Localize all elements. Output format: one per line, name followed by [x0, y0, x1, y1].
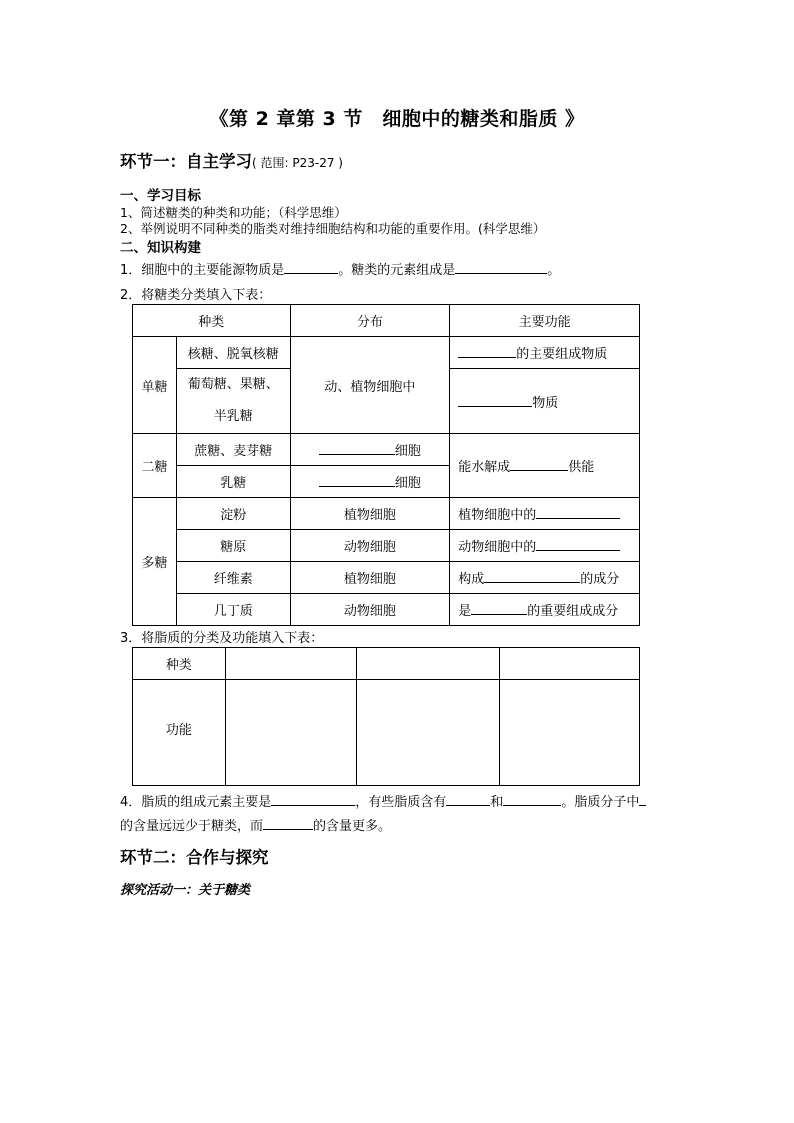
poly-func-blank-3[interactable] — [484, 570, 580, 583]
poly-func-3-post: 的成分 — [580, 572, 620, 587]
mono-row-1: 核糖、脱氧核糖 — [176, 337, 290, 369]
poly-func-blank-2[interactable] — [536, 538, 620, 551]
di-dist-blank-1[interactable] — [319, 442, 395, 455]
lipid-function-cell-1[interactable] — [225, 680, 356, 786]
poly-name-2: 糖原 — [176, 530, 290, 562]
poly-name-4: 几丁质 — [176, 594, 290, 626]
lipid-type-cell-3[interactable] — [500, 648, 640, 680]
q4-blank-1[interactable] — [271, 793, 355, 806]
q1-text-a: 1．细胞中的主要能源物质是 — [120, 263, 285, 278]
question-2: 2．将糖类分类填入下表： — [120, 288, 272, 303]
document-title: 《第 2 章第 3 节 细胞中的糖类和脂质 》 — [209, 108, 585, 130]
goals-heading: 一、学习目标 — [120, 188, 201, 204]
poly-dist-3: 植物细胞 — [290, 562, 450, 594]
q1-text-c: 。 — [547, 263, 561, 278]
poly-func-4 — [450, 594, 640, 626]
poly-dist-4: 动物细胞 — [290, 594, 450, 626]
poly-name-1: 淀粉 — [176, 498, 290, 530]
di-dist-text-1: 细胞 — [394, 444, 421, 459]
poly-type: 多糖 — [133, 498, 177, 626]
question-1 — [120, 259, 560, 278]
poly-name-3: 纤维素 — [176, 562, 290, 594]
mono-row-2-line-2: 半乳糖 — [213, 409, 253, 424]
section1-heading — [120, 148, 343, 172]
question-4-line-2 — [120, 815, 391, 834]
q4-text-b: ，有些脂质含有 — [355, 795, 447, 810]
lipid-type-cell-1[interactable] — [225, 648, 356, 680]
poly-func-3-pre: 构成 — [458, 572, 485, 587]
di-type: 二糖 — [133, 434, 177, 498]
poly-func-1 — [450, 498, 640, 530]
lipid-type-cell-2[interactable] — [356, 648, 500, 680]
section1-title: 环节一：自主学习 — [120, 152, 252, 171]
activity-1-heading: 探究活动一：关于糖类 — [120, 883, 251, 898]
di-dist-blank-2[interactable] — [319, 474, 395, 487]
lipid-function-cell-3[interactable] — [500, 680, 640, 786]
di-function — [450, 434, 640, 498]
q4-text-c: 和 — [490, 795, 504, 810]
di-distribution-1 — [290, 434, 450, 466]
poly-func-2 — [450, 530, 640, 562]
poly-dist-1: 植物细胞 — [290, 498, 450, 530]
q4-blank-4[interactable] — [639, 793, 646, 806]
mono-func-text-2: 物质 — [532, 395, 559, 411]
lipid-table — [132, 647, 640, 786]
q4-text-e: 的含量远远少于糖类，而 — [120, 819, 264, 834]
mono-type: 单糖 — [133, 337, 177, 434]
lipid-type-label: 种类 — [133, 648, 226, 680]
section2-heading: 环节二：合作与探究 — [120, 848, 269, 867]
poly-func-3 — [450, 562, 640, 594]
q1-blank-1[interactable] — [284, 261, 338, 274]
di-row-2: 乳糖 — [176, 466, 290, 498]
di-distribution-2 — [290, 466, 450, 498]
goal-item-2: 2、举例说明不同种类的脂类对维持细胞结构和功能的重要作用。(科学思维） — [120, 221, 546, 236]
poly-func-4-post: 的重要组成成分 — [527, 604, 619, 619]
di-func-post: 供能 — [568, 460, 595, 475]
poly-func-2-pre: 动物细胞中的 — [458, 540, 537, 555]
q4-text-d: 。脂质分子中 — [561, 795, 640, 810]
poly-func-4-pre: 是 — [458, 604, 472, 619]
question-4-line-1 — [120, 791, 646, 810]
q1-text-b: 。糖类的元素组成是 — [338, 263, 456, 278]
lipid-function-label: 功能 — [133, 680, 226, 786]
mono-function-2 — [450, 369, 640, 434]
goal-item-1: 1、简述糖类的种类和功能；（科学思维） — [120, 205, 347, 220]
di-func-blank[interactable] — [510, 458, 568, 471]
poly-func-1-pre: 植物细胞中的 — [458, 508, 537, 523]
q4-blank-5[interactable] — [263, 817, 313, 830]
q4-text-f: 的含量更多。 — [313, 819, 392, 834]
q4-blank-3[interactable] — [503, 793, 561, 806]
poly-dist-2: 动物细胞 — [290, 530, 450, 562]
lipid-function-cell-2[interactable] — [356, 680, 500, 786]
mono-func-blank-2[interactable] — [458, 394, 532, 407]
header-function: 主要功能 — [450, 305, 640, 337]
header-distribution: 分布 — [290, 305, 450, 337]
question-3: 3．将脂质的分类及功能填入下表： — [120, 631, 324, 646]
mono-function-1 — [450, 337, 640, 369]
header-type: 种类 — [133, 305, 291, 337]
q4-blank-2[interactable] — [446, 793, 490, 806]
poly-func-blank-4[interactable] — [471, 602, 527, 615]
mono-row-2-line-1: 葡萄糖、果糖、 — [187, 377, 279, 392]
mono-func-blank-1[interactable] — [458, 345, 516, 358]
di-row-1: 蔗糖、麦芽糖 — [176, 434, 290, 466]
di-dist-text-2: 细胞 — [394, 476, 421, 491]
mono-func-text-1: 的主要组成物质 — [516, 347, 608, 362]
mono-row-2 — [176, 369, 290, 434]
di-func-pre: 能水解成 — [458, 460, 511, 475]
section1-scope: ( 范围: P23-27 ) — [252, 156, 343, 170]
q1-blank-2[interactable] — [455, 261, 547, 274]
poly-func-blank-1[interactable] — [536, 506, 620, 519]
q4-text-a: 4．脂质的组成元素主要是 — [120, 795, 272, 810]
mono-distribution: 动、植物细胞中 — [290, 337, 450, 434]
knowledge-heading: 二、知识构建 — [120, 240, 201, 256]
sugar-table — [132, 304, 640, 626]
